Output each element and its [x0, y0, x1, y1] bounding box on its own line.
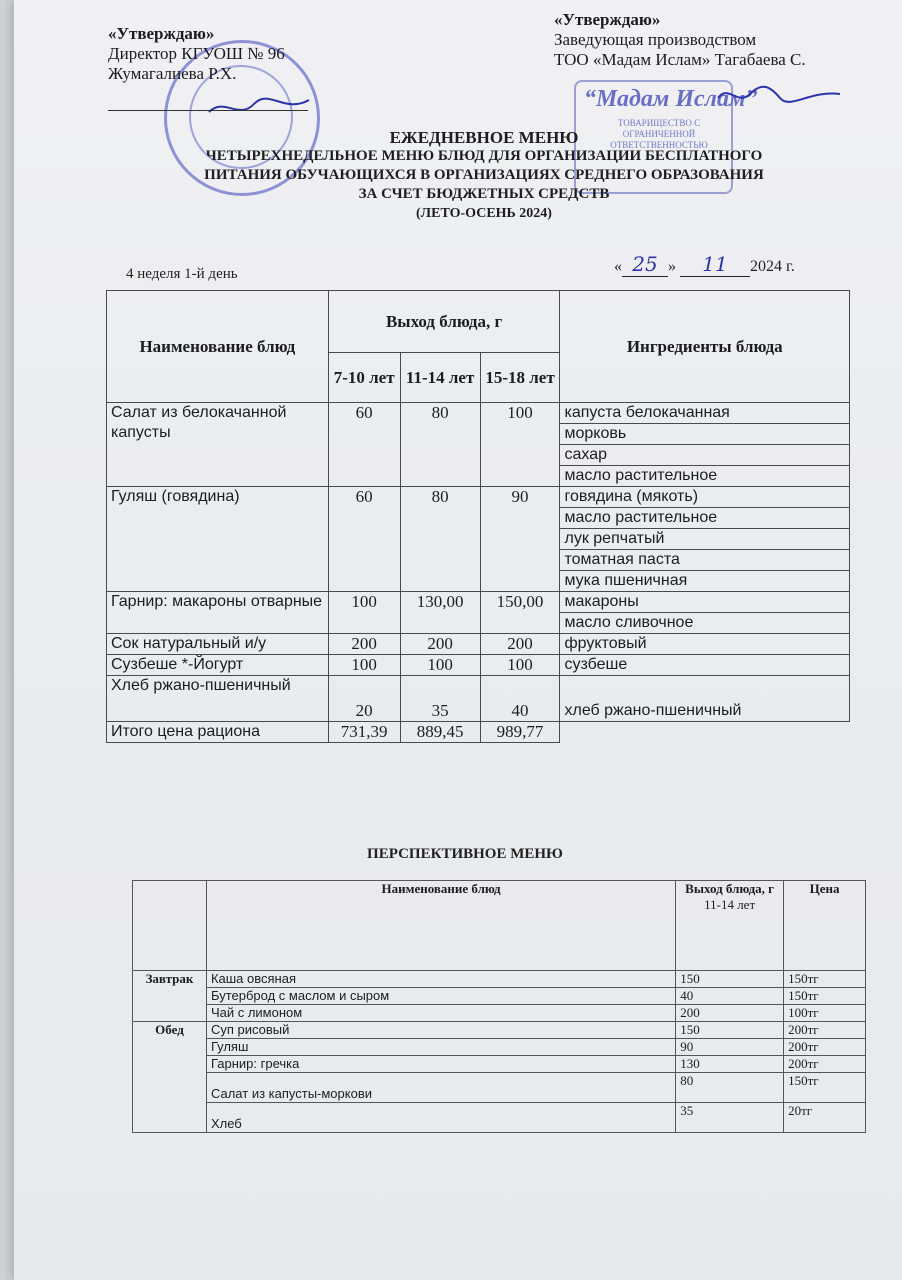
menu-item-price: 200тг — [784, 1056, 866, 1073]
ingredient: морковь — [560, 424, 850, 445]
output-15-18: 40 — [480, 676, 560, 722]
output-11-14: 35 — [400, 676, 480, 722]
output-7-10: 100 — [328, 592, 400, 634]
menu-item-output: 90 — [676, 1039, 784, 1056]
menu-item-name: Суп рисовый — [206, 1022, 675, 1039]
company-stamp-brand: “Мадам Ислам” — [584, 86, 758, 112]
output-7-10: 20 — [328, 676, 400, 722]
dish-name: Гуляш (говядина) — [107, 487, 329, 592]
date-day: 25 — [622, 252, 668, 277]
output-7-10: 100 — [328, 655, 400, 676]
title-line-5: (ЛЕТО-ОСЕНЬ 2024) — [416, 206, 552, 221]
approval-right-position: Заведующая производством — [554, 30, 757, 49]
menu-item-output: 40 — [676, 988, 784, 1005]
perspective-menu-title: ПЕРСПЕКТИВНОЕ МЕНЮ — [367, 846, 563, 862]
document-date — [614, 252, 795, 277]
meal-lunch: Обед — [133, 1022, 207, 1133]
company-stamp-text: ТОВАРИЩЕСТВО С ОГРАНИЧЕННОЙ ОТВЕТСТВЕННОСТЬЮ — [610, 118, 708, 150]
menu-item-price: 150тг — [784, 1073, 866, 1103]
header-dish-name: Наименование блюд — [206, 881, 675, 971]
title-line-3: ПИТАНИЯ ОБУЧАЮЩИХСЯ В ОРГАНИЗАЦИЯХ СРЕДНЕГО ОБРАЗОВАНИЯ — [204, 167, 764, 183]
menu-item-price: 100тг — [784, 1005, 866, 1022]
header-age-15-18: 15-18 лет — [480, 353, 560, 403]
output-15-18: 90 — [480, 487, 560, 592]
ingredient: масло растительное — [560, 508, 850, 529]
output-11-14: 80 — [400, 487, 480, 592]
total-11-14: 889,45 — [400, 722, 480, 743]
output-15-18: 100 — [480, 403, 560, 487]
date-close-quote: » — [668, 258, 676, 275]
ingredient: мука пшеничная — [560, 571, 850, 592]
title-line-2: ЧЕТЫРЕХНЕДЕЛЬНОЕ МЕНЮ БЛЮД ДЛЯ ОРГАНИЗАЦИИ БЕСПЛАТНОГО — [205, 148, 763, 164]
approval-right — [554, 10, 806, 70]
dish-name: Сузбеше *-Йогурт — [107, 655, 329, 676]
output-15-18: 200 — [480, 634, 560, 655]
header-dish-name: Наименование блюд — [107, 291, 329, 403]
week-day-label: 4 неделя 1-й день — [126, 266, 238, 282]
output-11-14: 130,00 — [400, 592, 480, 634]
approval-right-quote: «Утверждаю» — [554, 10, 661, 29]
meal-breakfast: Завтрак — [133, 971, 207, 1022]
menu-item-price: 200тг — [784, 1022, 866, 1039]
ingredient: сузбеше — [560, 655, 850, 676]
empty-cell — [560, 722, 850, 743]
total-7-10: 731,39 — [328, 722, 400, 743]
date-open-quote: « — [614, 258, 622, 275]
approval-left-signature-line — [108, 110, 308, 111]
dish-name: Гарнир: макароны отварные — [107, 592, 329, 634]
approval-right-name: ТОО «Мадам Ислам» Тагабаева С. — [554, 50, 806, 69]
menu-item-name: Каша овсяная — [206, 971, 675, 988]
date-year: 2024 г. — [750, 258, 795, 275]
perspective-menu-table — [132, 880, 866, 1133]
total-label: Итого цена рациона — [107, 722, 329, 743]
output-7-10: 60 — [328, 487, 400, 592]
output-7-10: 60 — [328, 403, 400, 487]
approval-left-name: Жумагалиева Р.Х. — [108, 64, 237, 83]
ingredient: томатная паста — [560, 550, 850, 571]
header-output-label: Выход блюда, г — [685, 881, 775, 896]
header-age-11-14: 11-14 лет — [400, 353, 480, 403]
menu-item-price: 200тг — [784, 1039, 866, 1056]
menu-item-price: 150тг — [784, 988, 866, 1005]
menu-item-name: Бутерброд с маслом и сыром — [206, 988, 675, 1005]
ingredient: капуста белокачанная — [560, 403, 850, 424]
approval-left-position: Директор КГУОШ № 96 — [108, 44, 285, 63]
header-age-7-10: 7-10 лет — [328, 353, 400, 403]
output-15-18: 100 — [480, 655, 560, 676]
header-output — [676, 881, 784, 971]
director-signature — [204, 92, 314, 122]
header-ingredients: Ингредиенты блюда — [560, 291, 850, 403]
title-line-4: ЗА СЧЕТ БЮДЖЕТНЫХ СРЕДСТВ — [358, 186, 610, 202]
title-daily-menu: ЕЖЕДНЕВНОЕ МЕНЮ — [389, 128, 579, 147]
menu-item-output: 150 — [676, 971, 784, 988]
dish-name: Салат из белокачанной капусты — [107, 403, 329, 487]
menu-item-price: 150тг — [784, 971, 866, 988]
menu-item-output: 200 — [676, 1005, 784, 1022]
ingredient: фруктовый — [560, 634, 850, 655]
menu-item-name: Чай с лимоном — [206, 1005, 675, 1022]
header-age: 11-14 лет — [704, 897, 756, 912]
menu-item-output: 150 — [676, 1022, 784, 1039]
date-month: 11 — [680, 252, 750, 277]
document-page — [14, 0, 902, 1280]
menu-item-output: 80 — [676, 1073, 784, 1103]
manager-signature — [714, 80, 844, 110]
ingredient: макароны — [560, 592, 850, 613]
ingredient: говядина (мякоть) — [560, 487, 850, 508]
menu-item-name: Салат из капусты-моркови — [206, 1073, 675, 1103]
ingredient: масло растительное — [560, 466, 850, 487]
output-11-14: 200 — [400, 634, 480, 655]
ingredient: масло сливочное — [560, 613, 850, 634]
header-output: Выход блюда, г — [328, 291, 560, 353]
output-11-14: 80 — [400, 403, 480, 487]
dish-name: Сок натуральный и/у — [107, 634, 329, 655]
menu-item-price: 20тг — [784, 1103, 866, 1133]
approval-left-quote: «Утверждаю» — [108, 24, 215, 43]
header-meal — [133, 881, 207, 971]
approval-left — [108, 24, 285, 84]
ingredient: лук репчатый — [560, 529, 850, 550]
menu-item-output: 130 — [676, 1056, 784, 1073]
menu-item-name: Хлеб — [206, 1103, 675, 1133]
menu-item-name: Гарнир: гречка — [206, 1056, 675, 1073]
header-price: Цена — [784, 881, 866, 971]
menu-item-output: 35 — [676, 1103, 784, 1133]
output-11-14: 100 — [400, 655, 480, 676]
dish-name: Хлеб ржано-пшеничный — [107, 676, 329, 722]
menu-item-name: Гуляш — [206, 1039, 675, 1056]
daily-menu-table — [106, 290, 850, 743]
ingredient: сахар — [560, 445, 850, 466]
output-7-10: 200 — [328, 634, 400, 655]
ingredient: хлеб ржано-пшеничный — [560, 676, 850, 722]
output-15-18: 150,00 — [480, 592, 560, 634]
total-15-18: 989,77 — [480, 722, 560, 743]
